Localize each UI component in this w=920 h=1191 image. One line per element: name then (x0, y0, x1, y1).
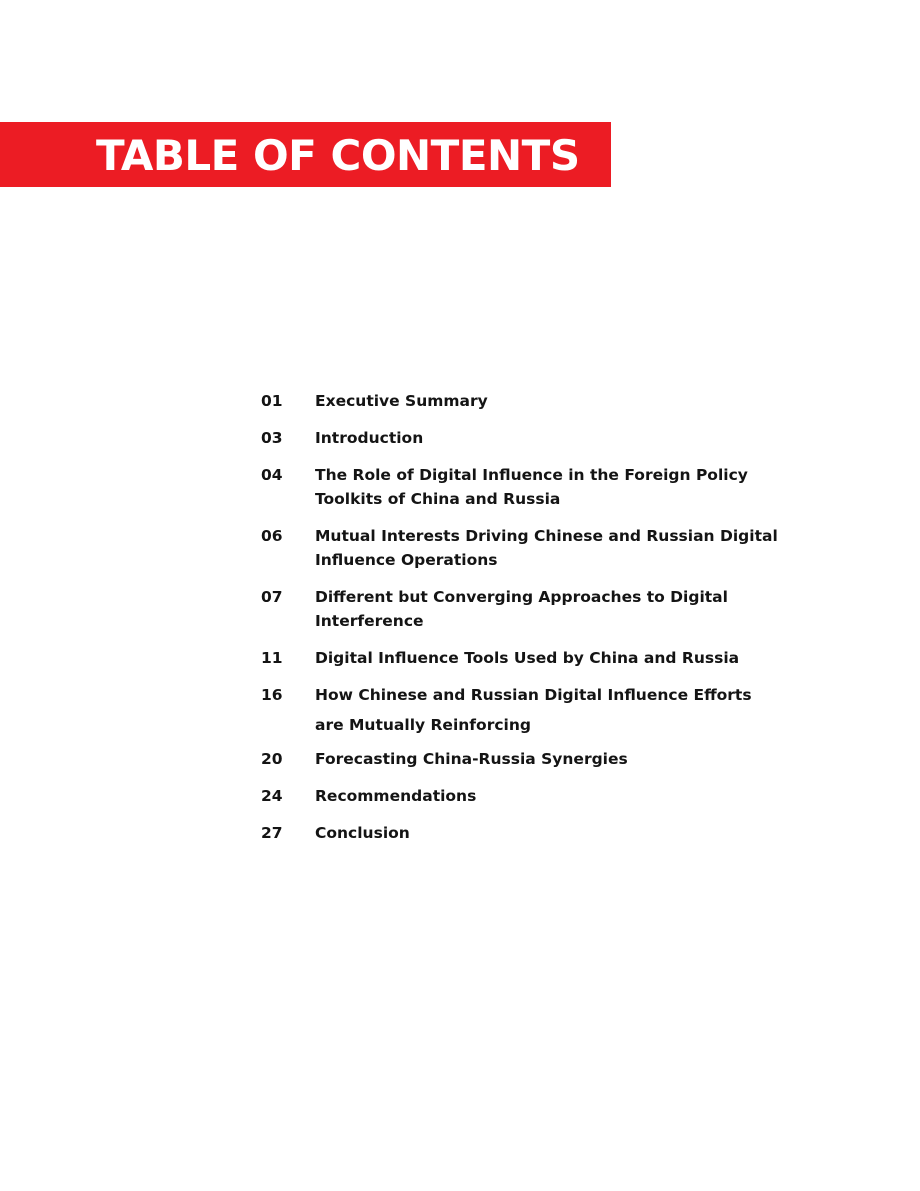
toc-page-number: 03 (261, 429, 283, 447)
toc-page-number: 27 (261, 824, 283, 842)
toc-page-number: 20 (261, 750, 283, 768)
table-of-contents-list (261, 389, 781, 858)
toc-entry-title: Different but Converging Approaches to Digital Interference (315, 588, 728, 630)
toc-page-number: 11 (261, 649, 283, 667)
toc-entry-title: Conclusion (315, 824, 410, 842)
toc-page-number: 07 (261, 588, 283, 606)
toc-entry-title: Digital Influence Tools Used by China and Russia (315, 649, 740, 667)
title-banner (0, 122, 611, 187)
toc-entry[interactable] (261, 821, 781, 845)
toc-entry-title: Introduction (315, 429, 424, 447)
toc-entry[interactable] (261, 784, 781, 808)
toc-entry[interactable] (261, 524, 781, 572)
page-title: TABLE OF CONTENTS (96, 131, 580, 180)
toc-entry-title: The Role of Digital Influence in the Foreign Policy Toolkits of China and Russia (315, 466, 748, 508)
toc-entry[interactable] (261, 585, 781, 633)
toc-entry[interactable] (261, 680, 781, 740)
toc-page-number: 06 (261, 527, 283, 545)
toc-page-number: 16 (261, 686, 283, 704)
toc-entry[interactable] (261, 463, 781, 511)
toc-page-number: 24 (261, 787, 283, 805)
toc-entry[interactable] (261, 426, 781, 450)
toc-entry-title: How Chinese and Russian Digital Influence Efforts are Mutually Reinforcing (315, 686, 752, 734)
toc-entry[interactable] (261, 389, 781, 413)
toc-entry-title: Forecasting China-Russia Synergies (315, 750, 628, 768)
toc-entry-title: Recommendations (315, 787, 477, 805)
toc-entry-title: Executive Summary (315, 392, 488, 410)
toc-entry[interactable] (261, 747, 781, 771)
toc-entry-title: Mutual Interests Driving Chinese and Russian Digital Influence Operations (315, 527, 778, 569)
toc-entry[interactable] (261, 646, 781, 670)
toc-page-number: 04 (261, 466, 283, 484)
toc-page-number: 01 (261, 392, 283, 410)
